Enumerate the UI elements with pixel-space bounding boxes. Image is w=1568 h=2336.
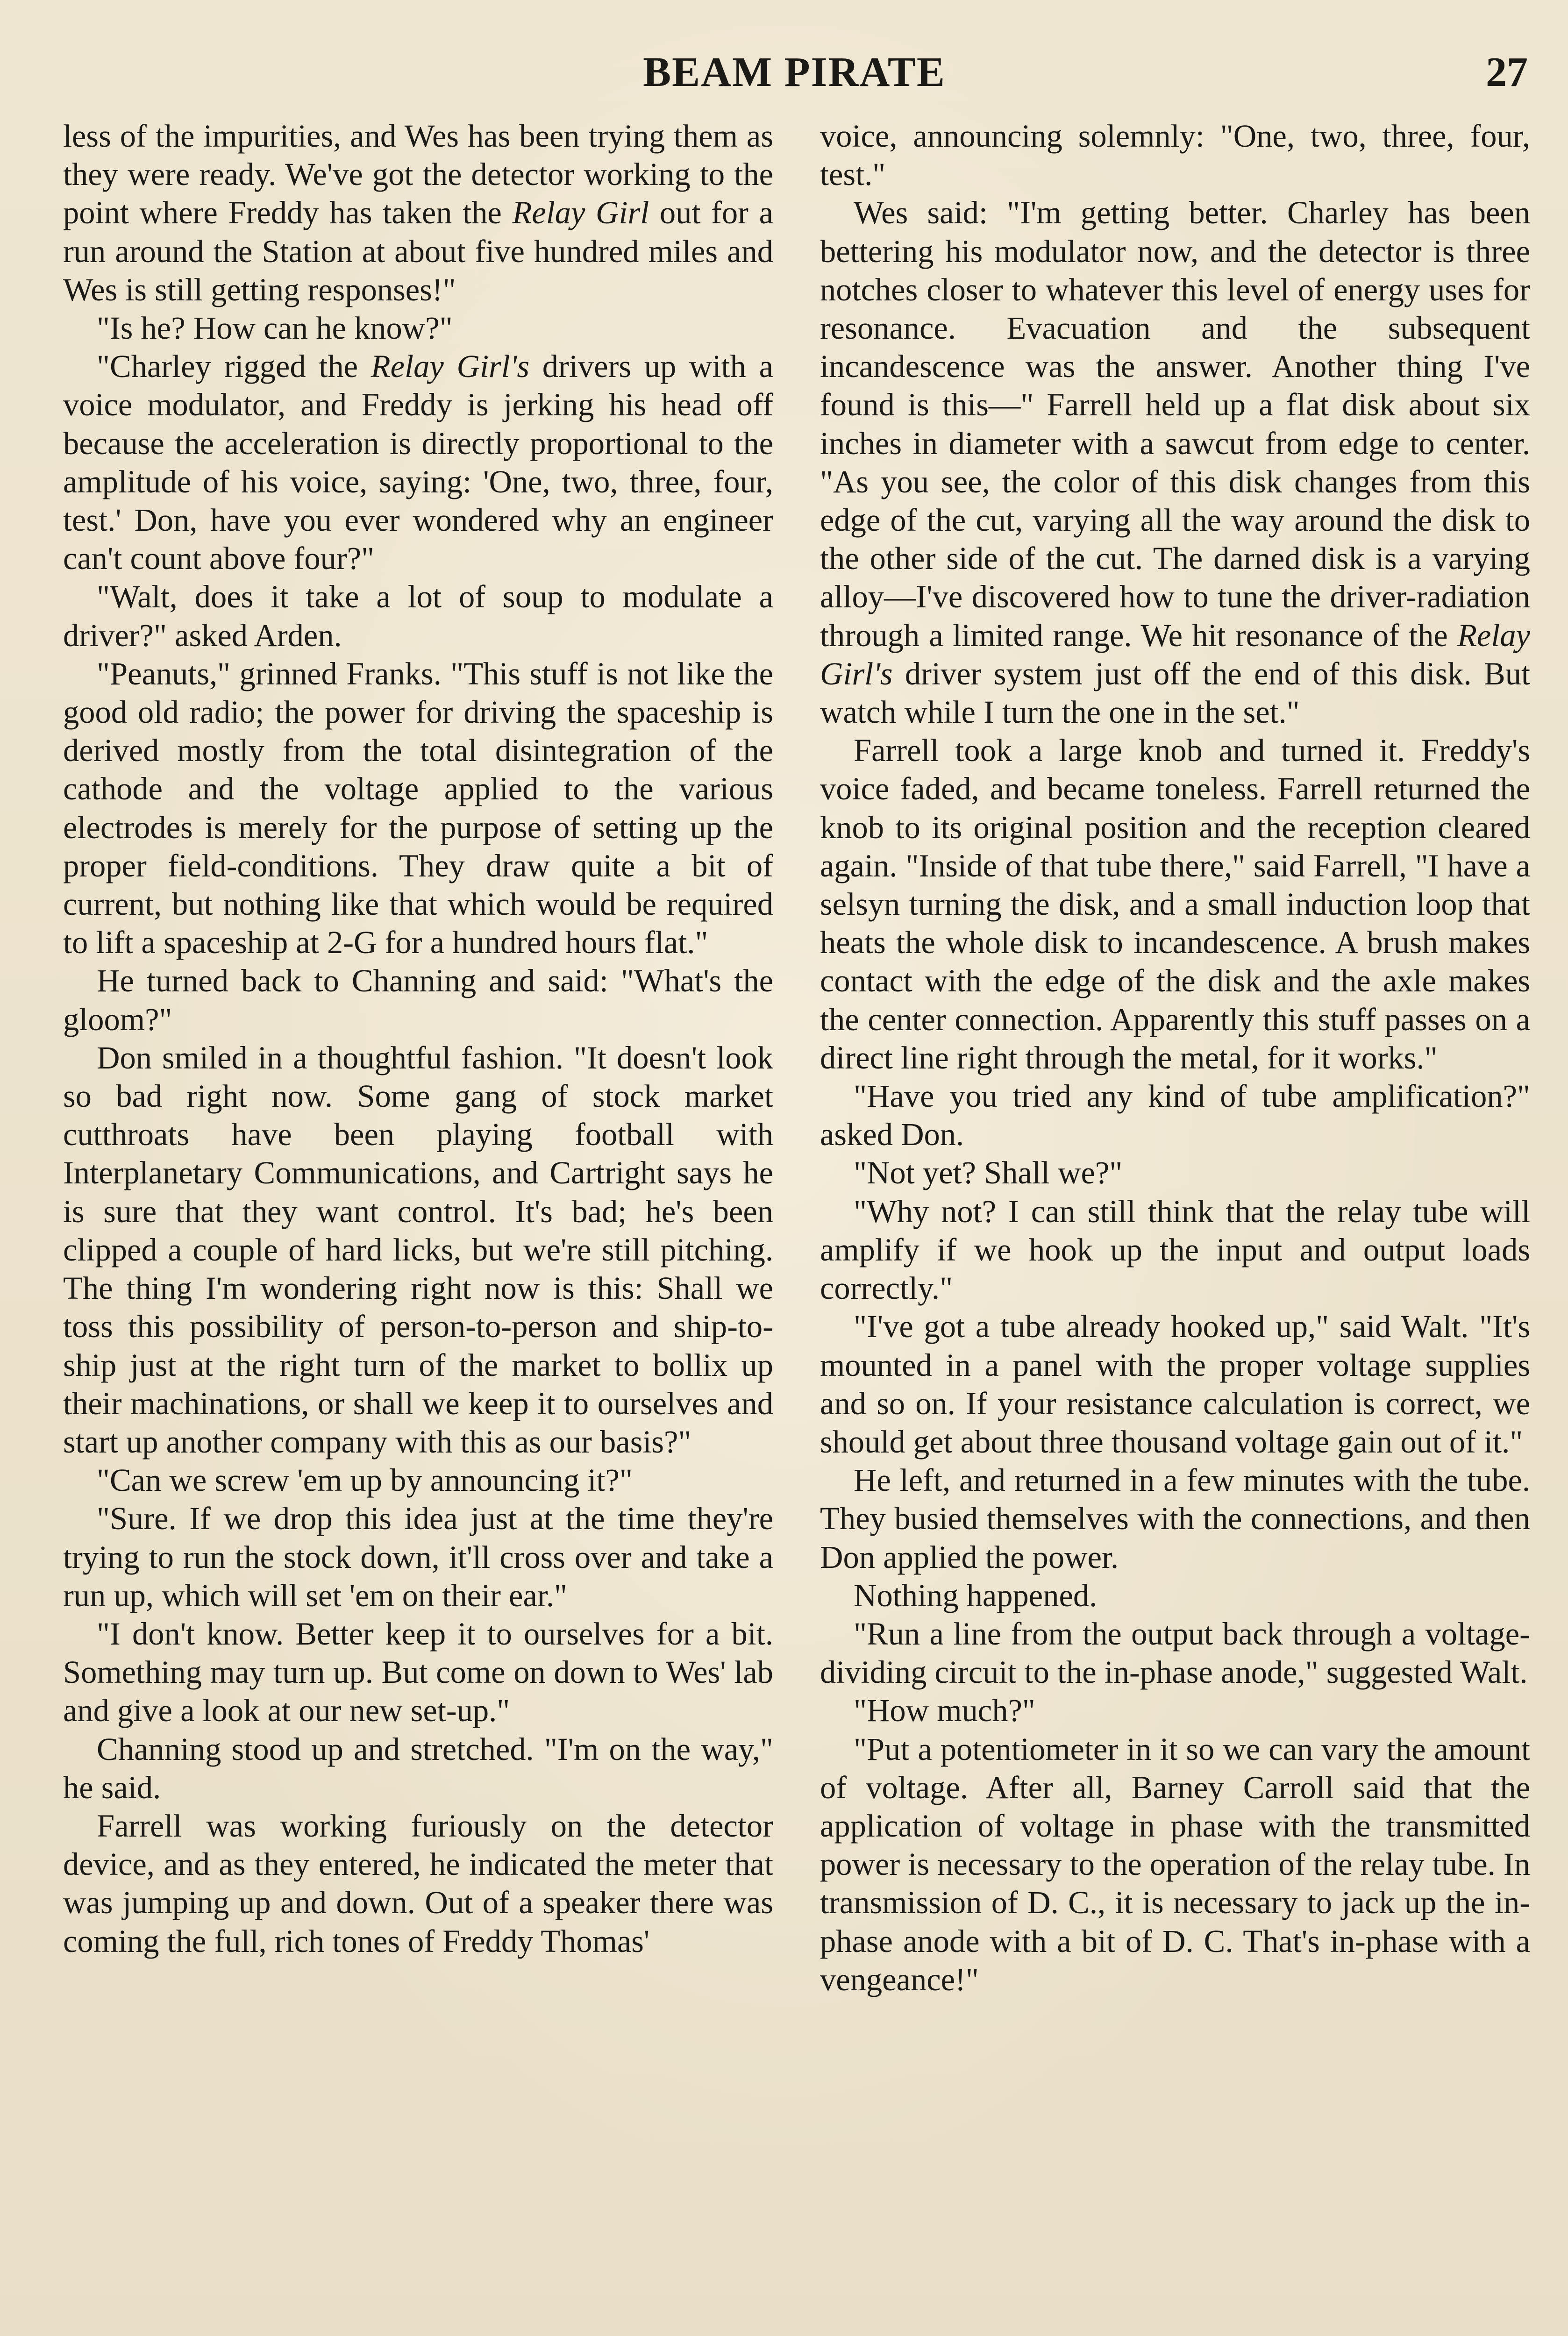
paragraph: "Can we screw 'em up by announcing it?" xyxy=(97,1462,633,1498)
paragraph: "Is he? How can he know?" xyxy=(97,310,453,346)
text-columns xyxy=(63,117,1530,2336)
running-title: BEAM PIRATE xyxy=(643,49,946,95)
paragraph: Channing stood up and stretched. "I'm on the way," he said. xyxy=(63,1731,773,1805)
paragraph: "Why not? I can still think that the relay tube will amplify if we hook up the input and output loads correctly." xyxy=(820,1193,1530,1306)
paragraph: Wes said: "I'm getting better. Charley has been bettering his modulator now, and the detector is three notches closer to whatever this level of energy uses for resonance. Evacuation and the subsequent incandescence was the answer. Another thing I've found is this—" Farrell held up a flat disk about six inches in diameter with a sawcut from edge to center. "As you see, the color of this disk changes from this edge of the cut, varying all the way around the disk to the other side of the cut. The darned disk is a varying alloy—I've discovered how to tune the driver-radiation through a limited range. We hit resonance of the Relay Girl's driver system just off the end of this disk. But watch while I turn the one in the set." xyxy=(820,195,1530,730)
paragraph: "How much?" xyxy=(854,1693,1035,1729)
paragraph: "Not yet? Shall we?" xyxy=(854,1155,1123,1191)
right-column xyxy=(820,117,1530,2336)
page-number: 27 xyxy=(1486,49,1528,95)
paragraph: "Walt, does it take a lot of soup to modulate a driver?" asked Arden. xyxy=(63,579,773,653)
paragraph: "I've got a tube already hooked up," said Walt. "It's mounted in a panel with the proper voltage supplies and so on. If your resistance calculation is correct, we should get about three thousand voltage gain out of it." xyxy=(820,1309,1530,1460)
paragraph: "Charley rigged the Relay Girl's drivers up with a voice modulator, and Freddy is jerking his head off because the acceleration is directly proportional to the amplitude of his voice, saying: 'One, two, three, four, test.' Don, have you ever wondered why an engineer can't count above four?" xyxy=(63,349,773,577)
paragraph: Don smiled in a thoughtful fashion. "It doesn't look so bad right now. Some gang of stock market cutthroats have been playing football with Interplanetary Communications, and Cartright says he is sure that they want control. It's bad; he's been clipped a couple of hard licks, but we're still pitching. The thing I'm wondering right now is this: Shall we toss this possibility of person-to-person and ship-to-ship just at the right turn of the market to bollix up their machinations, or shall we keep it to ourselves and start up another company with this as our basis?" xyxy=(63,1040,773,1460)
paragraph: "Put a potentiometer in it so we can vary the amount of voltage. After all, Barney Carroll said that the application of voltage in phase with the transmitted power is necessary to the operation of the relay tube. In transmission of D. C., it is necessary to jack up the in-phase anode with a bit of D. C. That's in-phase with a vengeance!" xyxy=(820,1731,1530,1997)
page-header xyxy=(61,44,1528,100)
left-column xyxy=(63,117,773,2336)
paragraph: Farrell took a large knob and turned it. Freddy's voice faded, and became toneless. Farrell returned the knob to its original position and the reception cleared again. "Inside of that tube there," said Farrell, "I have a selsyn turning the disk, and a small induction loop that heats the whole disk to incandescence. A brush makes contact with the edge of the disk and the axle makes the center connection. Apparently this stuff passes on a direct line right through the metal, for it works." xyxy=(820,733,1530,1075)
paragraph: less of the impurities, and Wes has been trying them as they were ready. We've got the detector working to the point where Freddy has taken the Relay Girl out for a run around the Station at about five hundred miles and Wes is still getting responses!" xyxy=(63,118,773,307)
paragraph: "I don't know. Better keep it to ourselves for a bit. Something may turn up. But come on down to Wes' lab and give a look at our new set-up." xyxy=(63,1616,773,1729)
paragraph: "Peanuts," grinned Franks. "This stuff is not like the good old radio; the power for driving the spaceship is derived mostly from the total disintegration of the cathode and the voltage applied to the various electrodes is merely for the purpose of setting up the proper field-conditions. They draw quite a bit of current, but nothing like that which would be required to lift a spaceship at 2-G for a hundred hours flat." xyxy=(63,655,773,961)
paragraph: "Have you tried any kind of tube amplification?" asked Don. xyxy=(820,1078,1530,1153)
paragraph: He left, and returned in a few minutes with the tube. They busied themselves with the connections, and then Don applied the power. xyxy=(820,1462,1530,1575)
paragraph: "Run a line from the output back through a voltage-dividing circuit to the in-phase anode," suggested Walt. xyxy=(820,1616,1530,1690)
paragraph: voice, announcing solemnly: "One, two, three, four, test." xyxy=(820,118,1530,192)
paragraph: He turned back to Channing and said: "What's the gloom?" xyxy=(63,963,773,1037)
paragraph: "Sure. If we drop this idea just at the time they're trying to run the stock down, it'll cross over and take a run up, which will set 'em on their ear." xyxy=(63,1501,773,1613)
paragraph: Farrell was working furiously on the detector device, and as they entered, he indicated the meter that was jumping up and down. Out of a speaker there was coming the full, rich tones of Freddy Thomas' xyxy=(63,1808,773,1959)
paragraph: Nothing happened. xyxy=(854,1577,1098,1613)
